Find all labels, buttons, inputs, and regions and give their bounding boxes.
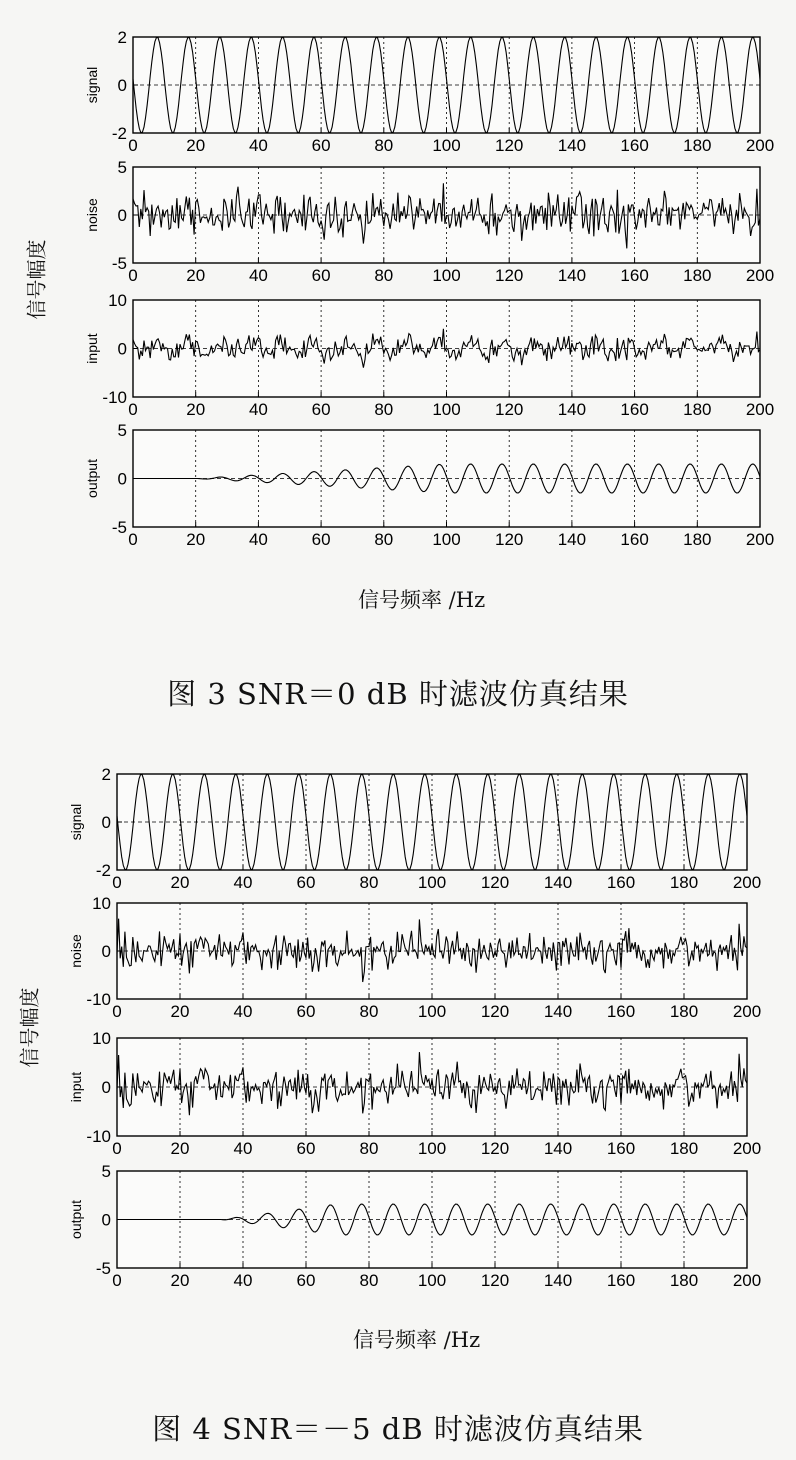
x-tick-label: 80: [359, 1271, 379, 1290]
x-tick-label: 40: [233, 1271, 253, 1290]
y-tick-label: 2: [101, 765, 111, 784]
noise-axis-label: noise: [68, 934, 84, 968]
figure-3-caption: 图 3 SNR＝0 dB 时滤波仿真结果: [167, 677, 629, 711]
x-tick-label: 100: [417, 1002, 447, 1021]
x-tick-label: 80: [359, 873, 379, 892]
x-tick-label: 160: [620, 266, 649, 285]
y-tick-label: -5: [111, 254, 127, 273]
x-tick-label: 180: [683, 400, 712, 419]
input-axis-label: input: [68, 1071, 84, 1103]
signal-axis-label: signal: [68, 803, 84, 841]
figure-4-chart: [0, 760, 796, 1320]
x-tick-label: 40: [233, 1139, 253, 1158]
x-tick-label: 200: [732, 1139, 762, 1158]
x-tick-label: 0: [112, 1002, 122, 1021]
panel-noise: [68, 894, 761, 1021]
x-tick-label: 160: [606, 1271, 636, 1290]
x-tick-label: 80: [374, 400, 394, 419]
y-tick-label: 10: [92, 894, 111, 913]
figure-3-y-label: 信号幅度: [24, 239, 49, 320]
x-tick-label: 20: [170, 1002, 190, 1021]
panel-signal: [68, 765, 761, 892]
x-tick-label: 200: [745, 400, 775, 419]
x-tick-label: 140: [557, 400, 587, 419]
x-tick-label: 0: [112, 1271, 122, 1290]
x-tick-label: 180: [669, 1002, 699, 1021]
x-tick-label: 100: [417, 1271, 447, 1290]
x-tick-label: 200: [745, 530, 775, 549]
panel-output: [84, 421, 774, 549]
panel-output: [68, 1162, 761, 1290]
x-tick-label: 20: [170, 1139, 190, 1158]
x-tick-label: 140: [543, 1002, 573, 1021]
y-tick-label: 0: [117, 76, 127, 95]
x-tick-label: 180: [669, 1271, 699, 1290]
x-tick-label: 60: [296, 873, 316, 892]
y-tick-label: 10: [92, 1029, 111, 1048]
figure-4-caption: 图 4 SNR＝－5 dB 时滤波仿真结果: [152, 1412, 644, 1446]
x-tick-label: 0: [128, 530, 138, 549]
y-tick-label: -2: [95, 861, 111, 880]
x-tick-label: 120: [495, 266, 524, 285]
y-tick-label: 0: [117, 206, 127, 225]
y-tick-label: 0: [101, 1078, 111, 1097]
x-tick-label: 100: [417, 873, 447, 892]
x-tick-label: 120: [480, 1002, 510, 1021]
x-tick-label: 40: [248, 530, 268, 549]
x-tick-label: 100: [417, 1139, 447, 1158]
figure-3-x-label: 信号频率 /Hz: [358, 588, 486, 612]
x-tick-label: 160: [620, 136, 649, 155]
y-tick-label: -2: [111, 124, 127, 143]
x-tick-label: 60: [311, 136, 331, 155]
panel-noise: [84, 158, 774, 285]
x-tick-label: 100: [432, 136, 461, 155]
figure-3-chart: [0, 0, 796, 570]
x-tick-label: 180: [669, 873, 699, 892]
figure-4-y-label: 信号幅度: [17, 987, 42, 1068]
x-tick-label: 20: [186, 530, 206, 549]
y-tick-label: 5: [117, 421, 127, 440]
x-tick-label: 120: [480, 1139, 510, 1158]
noise-axis-label: noise: [84, 198, 100, 232]
x-tick-label: 200: [745, 136, 775, 155]
output-axis-label: output: [84, 459, 100, 498]
panel-input: [68, 1029, 761, 1158]
x-tick-label: 160: [606, 1002, 636, 1021]
x-tick-label: 160: [620, 530, 649, 549]
y-tick-label: 0: [101, 1210, 111, 1230]
x-tick-label: 60: [296, 1139, 316, 1158]
figure-4-x-label: 信号频率 /Hz: [353, 1328, 481, 1352]
panel-input: [84, 291, 774, 419]
x-tick-label: 0: [128, 266, 138, 285]
x-tick-label: 160: [620, 400, 649, 419]
x-tick-label: 60: [311, 530, 331, 549]
x-tick-label: 140: [557, 266, 587, 285]
x-tick-label: 20: [186, 266, 206, 285]
x-tick-label: 60: [311, 266, 331, 285]
x-tick-label: 120: [495, 136, 524, 155]
x-tick-label: 40: [248, 136, 268, 155]
y-tick-label: 0: [101, 813, 111, 832]
x-tick-label: 40: [248, 266, 268, 285]
x-tick-label: 100: [432, 266, 461, 285]
x-tick-label: 200: [732, 873, 762, 892]
x-tick-label: 20: [170, 873, 190, 892]
y-tick-label: -10: [86, 990, 111, 1009]
y-tick-label: -5: [95, 1259, 111, 1278]
y-tick-label: 2: [117, 28, 127, 47]
x-tick-label: 140: [557, 136, 587, 155]
x-tick-label: 80: [374, 530, 394, 549]
input-axis-label: input: [84, 333, 100, 364]
x-tick-label: 180: [683, 136, 712, 155]
x-tick-label: 180: [683, 266, 712, 285]
x-tick-label: 80: [374, 136, 394, 155]
x-tick-label: 180: [669, 1139, 699, 1158]
output-axis-label: output: [68, 1200, 84, 1239]
y-tick-label: 5: [101, 1162, 111, 1181]
x-tick-label: 20: [186, 400, 206, 419]
x-tick-label: 60: [296, 1271, 316, 1290]
x-tick-label: 100: [432, 400, 461, 419]
y-tick-label: 0: [117, 339, 127, 359]
x-tick-label: 140: [557, 530, 587, 549]
x-tick-label: 140: [543, 1139, 573, 1158]
x-tick-label: 60: [296, 1002, 316, 1021]
panel-signal: [84, 28, 774, 155]
x-tick-label: 200: [745, 266, 775, 285]
x-tick-label: 180: [683, 530, 712, 549]
y-tick-label: -10: [102, 388, 127, 407]
x-tick-label: 80: [359, 1002, 379, 1021]
y-tick-label: -10: [86, 1127, 111, 1146]
x-tick-label: 120: [480, 873, 510, 892]
x-tick-label: 0: [128, 400, 138, 419]
x-tick-label: 40: [233, 1002, 253, 1021]
y-tick-label: 0: [117, 469, 127, 489]
x-tick-label: 120: [495, 530, 524, 549]
x-tick-label: 0: [112, 873, 122, 892]
x-tick-label: 60: [311, 400, 331, 419]
x-tick-label: 140: [543, 873, 573, 892]
x-tick-label: 140: [543, 1271, 573, 1290]
x-tick-label: 200: [732, 1002, 762, 1021]
y-tick-label: 5: [117, 158, 127, 177]
x-tick-label: 120: [480, 1271, 510, 1290]
x-tick-label: 40: [233, 873, 253, 892]
x-tick-label: 40: [248, 400, 268, 419]
x-tick-label: 80: [374, 266, 394, 285]
x-tick-label: 120: [495, 400, 524, 419]
signal-axis-label: signal: [84, 66, 100, 104]
y-tick-label: 0: [101, 942, 111, 961]
x-tick-label: 0: [112, 1139, 122, 1158]
x-tick-label: 80: [359, 1139, 379, 1158]
x-tick-label: 20: [186, 136, 206, 155]
x-tick-label: 200: [732, 1271, 762, 1290]
y-tick-label: -5: [111, 518, 127, 537]
x-tick-label: 160: [606, 873, 636, 892]
y-tick-label: 10: [108, 291, 127, 310]
x-tick-label: 0: [128, 136, 138, 155]
x-tick-label: 160: [606, 1139, 636, 1158]
x-tick-label: 20: [170, 1271, 190, 1290]
x-tick-label: 100: [432, 530, 461, 549]
